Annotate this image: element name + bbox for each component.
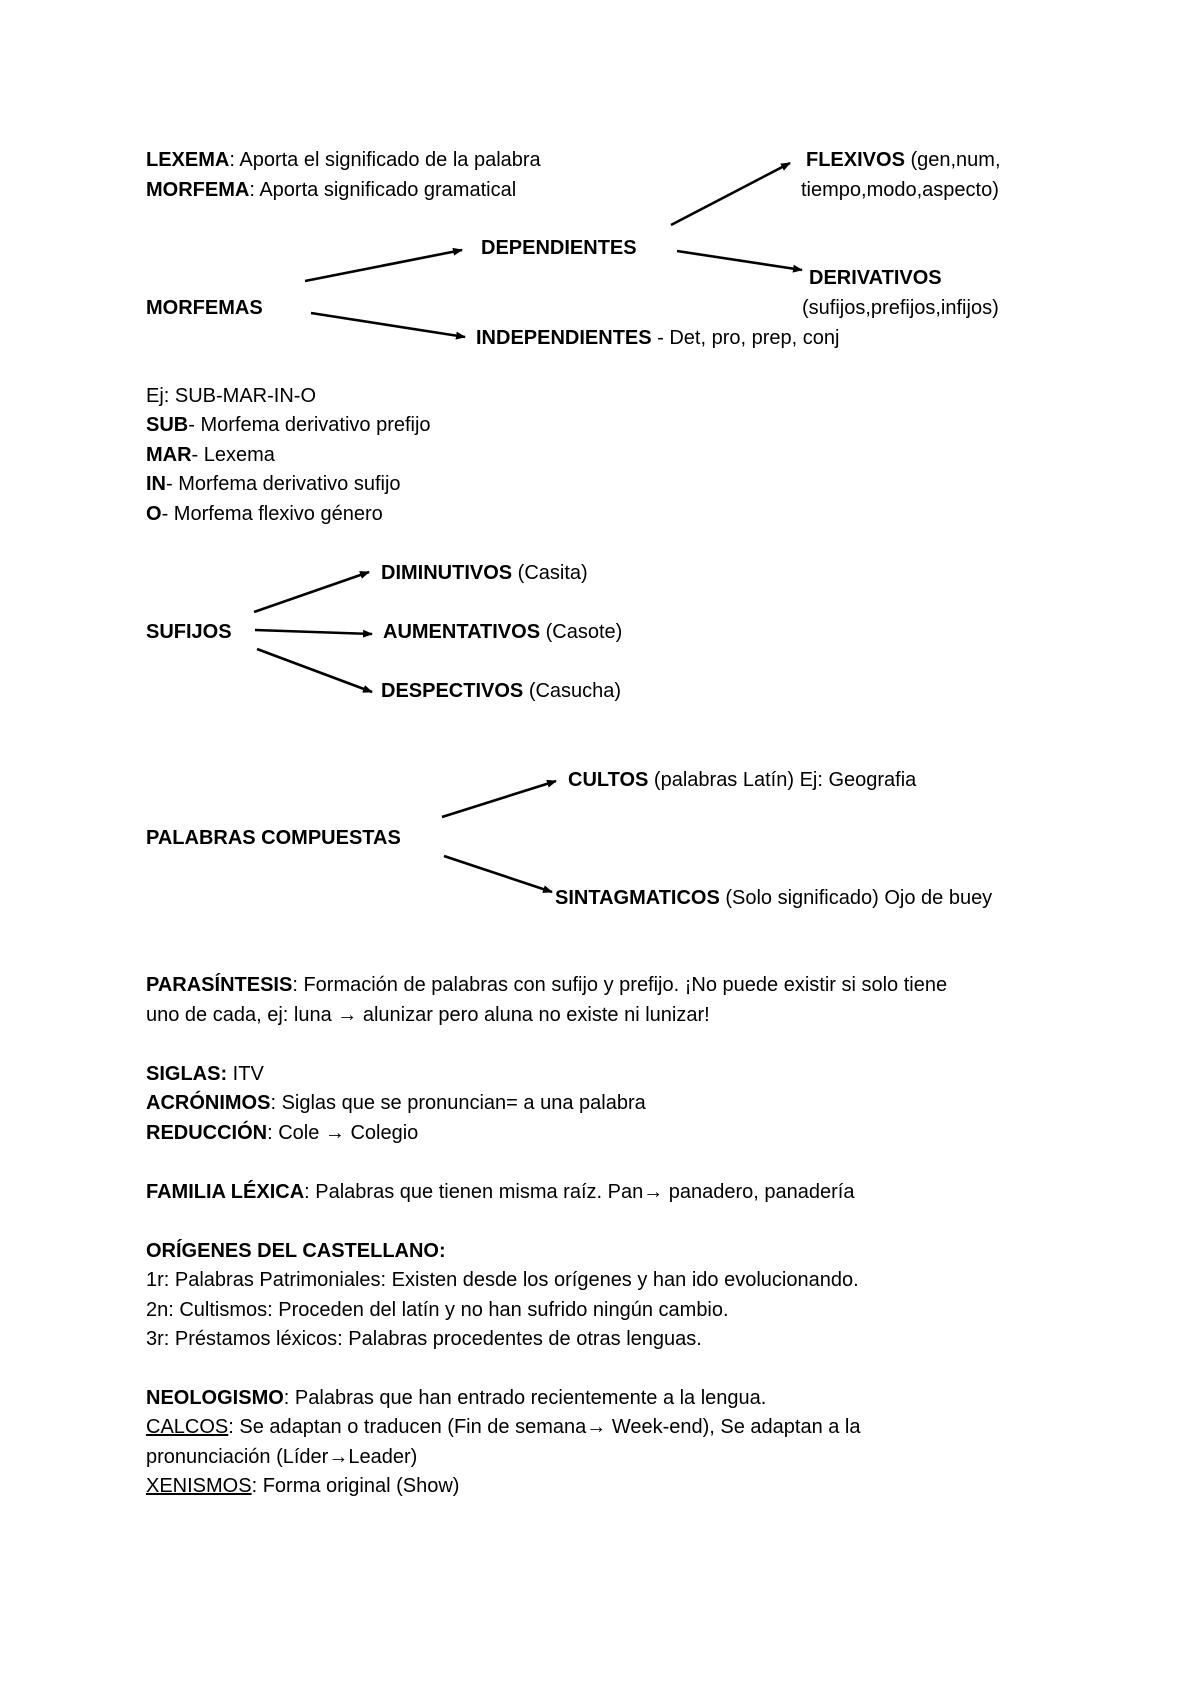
- aumentativos-label: [383, 620, 622, 644]
- reduccion-term: REDUCCIÓN: [146, 1122, 268, 1144]
- diminutivos-term: DIMINUTIVOS: [381, 562, 513, 584]
- despectivos-detail: (Casucha): [523, 680, 622, 702]
- morfema-term: MORFEMA: [146, 179, 250, 201]
- arrow-compuestas-sintagmaticos: [444, 856, 552, 892]
- derivativos-term: DERIVATIVOS: [809, 267, 942, 289]
- lexema-line: [146, 148, 541, 172]
- morfemas-term: MORFEMAS: [146, 297, 263, 319]
- dependientes-term: DEPENDIENTES: [481, 237, 637, 259]
- morfema-definition: : Aporta significado gramatical: [249, 179, 517, 201]
- despectivos-label: [381, 679, 621, 703]
- neologismo-line: [146, 1386, 766, 1410]
- origenes-item: 2n: Cultismos: Proceden del latín y no han sufrido ningún cambio.: [146, 1299, 729, 1321]
- calcos-term: CALCOS: [146, 1416, 229, 1438]
- lexema-term: LEXEMA: [146, 149, 230, 171]
- derivativos-label: [809, 266, 942, 290]
- arrow-sufijos-despectivos: [257, 649, 372, 692]
- arrow-sufijos-aumentativos: [255, 630, 372, 634]
- xenismos-line: [146, 1474, 459, 1498]
- example-item-term: IN: [146, 473, 166, 495]
- morfemas-root: [146, 296, 263, 320]
- derivativos-detail: (sufijos,prefijos,infijos): [802, 297, 999, 319]
- despectivos-term: DESPECTIVOS: [381, 680, 524, 702]
- familia-detail: : Palabras que tienen misma raíz. Pan→ panadero, panadería: [304, 1181, 855, 1203]
- parasintesis-definition: : Formación de palabras con sufijo y prefijo. ¡No puede existir si solo tiene: [292, 974, 948, 996]
- arrow-dependientes-flexivos: [671, 163, 790, 225]
- morfema-line: [146, 178, 516, 202]
- siglas-detail: ITV: [227, 1063, 264, 1085]
- siglas-line: [146, 1062, 264, 1086]
- independientes-term: INDEPENDIENTES: [476, 327, 652, 349]
- arrow-morfemas-independientes: [311, 313, 465, 337]
- example-header: Ej: SUB-MAR-IN-O: [146, 385, 316, 407]
- arrow-compuestas-cultos: [442, 781, 556, 817]
- origenes-title-text: ORÍGENES DEL CASTELLANO:: [146, 1240, 446, 1262]
- acronimos-term: ACRÓNIMOS: [146, 1092, 271, 1114]
- example-item: [146, 502, 383, 526]
- acronimos-line: [146, 1091, 646, 1115]
- dependientes-label: [481, 236, 637, 260]
- xenismos-detail: : Forma original (Show): [251, 1475, 460, 1497]
- flexivos-term: FLEXIVOS: [806, 149, 905, 171]
- lexema-definition: : Aporta el significado de la palabra: [229, 149, 541, 171]
- arrow-dependientes-derivativos: [677, 251, 802, 270]
- neologismo-term: NEOLOGISMO: [146, 1387, 284, 1409]
- neologismo-definition: : Palabras que han entrado recientemente a la lengua.: [283, 1387, 767, 1409]
- parasintesis-line2: uno de cada, ej: luna → alunizar pero aluna no existe ni lunizar!: [146, 1004, 710, 1026]
- calcos-line: [146, 1415, 861, 1439]
- calcos-line2: pronunciación (Líder→Leader): [146, 1446, 418, 1468]
- example-item: [146, 472, 401, 496]
- reduccion-detail: : Cole → Colegio: [267, 1122, 419, 1144]
- example-item-detail: - Lexema: [191, 444, 275, 466]
- origenes-item: 1r: Palabras Patrimoniales: Existen desde los orígenes y han ido evolucionando.: [146, 1269, 859, 1291]
- flexivos-label: [806, 148, 1001, 172]
- acronimos-detail: : Siglas que se pronuncian= a una palabra: [270, 1092, 646, 1114]
- diminutivos-label: [381, 561, 588, 585]
- example-item-detail: - Morfema flexivo género: [161, 503, 383, 525]
- flexivos-detail-line2: tiempo,modo,aspecto): [801, 179, 999, 201]
- sintagmaticos-label: [555, 886, 992, 910]
- example-item-detail: - Morfema derivativo sufijo: [166, 473, 401, 495]
- cultos-detail: (palabras Latín) Ej: Geografia: [648, 769, 917, 791]
- aumentativos-term: AUMENTATIVOS: [383, 621, 541, 643]
- example-item-term: SUB: [146, 414, 189, 436]
- cultos-label: [568, 768, 916, 792]
- familia-line: [146, 1180, 855, 1204]
- flexivos-detail: (gen,num,: [904, 149, 1001, 171]
- sufijos-root: [146, 620, 232, 644]
- origenes-title: [146, 1239, 446, 1263]
- cultos-term: CULTOS: [568, 769, 649, 791]
- sintagmaticos-term: SINTAGMATICOS: [555, 887, 720, 909]
- sufijos-term: SUFIJOS: [146, 621, 232, 643]
- sintagmaticos-detail: (Solo significado) Ojo de buey: [719, 887, 993, 909]
- example-item: [146, 443, 275, 467]
- example-item-term: MAR: [146, 444, 192, 466]
- compuestas-term: PALABRAS COMPUESTAS: [146, 827, 401, 849]
- independientes-detail: - Det, pro, prep, conj: [651, 327, 840, 349]
- parasintesis-line1: [146, 973, 947, 997]
- example-item-detail: - Morfema derivativo prefijo: [188, 414, 431, 436]
- siglas-term: SIGLAS:: [146, 1063, 228, 1085]
- independientes-label: [476, 326, 839, 350]
- calcos-detail: : Se adaptan o traducen (Fin de semana→ Week-end), Se adaptan a la: [228, 1416, 861, 1438]
- reduccion-line: [146, 1121, 418, 1145]
- diminutivos-detail: (Casita): [512, 562, 588, 584]
- example-item-term: O: [146, 503, 162, 525]
- origenes-item: 3r: Préstamos léxicos: Palabras procedentes de otras lenguas.: [146, 1328, 702, 1350]
- example-item: [146, 413, 431, 437]
- parasintesis-term: PARASÍNTESIS: [146, 974, 293, 996]
- arrow-morfemas-dependientes: [305, 250, 462, 281]
- aumentativos-detail: (Casote): [540, 621, 623, 643]
- compuestas-root: [146, 826, 401, 850]
- arrow-sufijos-diminutivos: [254, 572, 369, 612]
- xenismos-term: XENISMOS: [146, 1475, 252, 1497]
- familia-term: FAMILIA LÉXICA: [146, 1181, 305, 1203]
